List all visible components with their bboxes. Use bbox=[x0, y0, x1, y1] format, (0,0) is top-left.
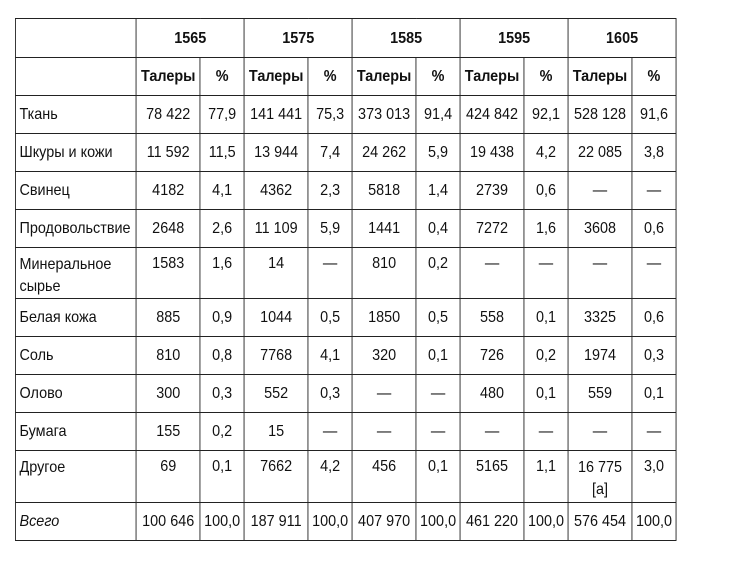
percent-cell: 0,5 bbox=[416, 299, 460, 337]
percent-cell: 7,4 bbox=[308, 134, 352, 172]
row-label: Белая кожа bbox=[15, 299, 136, 337]
talers-cell: 810 bbox=[136, 337, 200, 375]
table-row bbox=[15, 337, 676, 375]
header-corner-lower bbox=[15, 58, 136, 96]
percent-cell: 0,2 bbox=[524, 337, 568, 375]
percent-cell: 0,2 bbox=[200, 413, 244, 451]
year-header: 1605 bbox=[568, 19, 676, 58]
talers-cell bbox=[568, 451, 632, 503]
talers-cell: 480 bbox=[460, 375, 524, 413]
talers-cell: 320 bbox=[352, 337, 416, 375]
percent-cell: 5,9 bbox=[416, 134, 460, 172]
percent-cell: 91,4 bbox=[416, 96, 460, 134]
percent-cell: 3,0 bbox=[632, 451, 676, 503]
talers-cell: 552 bbox=[244, 375, 308, 413]
talers-cell: 810 bbox=[352, 248, 416, 299]
percent-cell: 0,1 bbox=[524, 299, 568, 337]
header-corner bbox=[15, 19, 136, 58]
talers-cell: 1850 bbox=[352, 299, 416, 337]
footnote-mark: [a] bbox=[591, 481, 608, 498]
talers-cell: 1441 bbox=[352, 210, 416, 248]
year-header: 1565 bbox=[136, 19, 244, 58]
table-row bbox=[15, 413, 676, 451]
talers-cell: 24 262 bbox=[352, 134, 416, 172]
percent-cell: 0,3 bbox=[632, 337, 676, 375]
percent-cell: — bbox=[632, 413, 676, 451]
talers-cell: 3325 bbox=[568, 299, 632, 337]
percent-cell: — bbox=[632, 172, 676, 210]
talers-cell: 22 085 bbox=[568, 134, 632, 172]
percent-cell: 1,6 bbox=[200, 248, 244, 299]
percent-cell: 0,4 bbox=[416, 210, 460, 248]
percent-cell: 11,5 bbox=[200, 134, 244, 172]
percent-cell: 2,3 bbox=[308, 172, 352, 210]
talers-cell: 4182 bbox=[136, 172, 200, 210]
talers-cell: — bbox=[460, 413, 524, 451]
talers-cell: — bbox=[568, 248, 632, 299]
percent-cell: 0,3 bbox=[200, 375, 244, 413]
talers-cell: 13 944 bbox=[244, 134, 308, 172]
percent-cell: 0,3 bbox=[308, 375, 352, 413]
percent-cell: 0,1 bbox=[416, 337, 460, 375]
percent-cell: 4,2 bbox=[524, 134, 568, 172]
row-label: Другое bbox=[15, 451, 136, 503]
row-label: Шкуры и кожи bbox=[15, 134, 136, 172]
talers-cell: 3608 bbox=[568, 210, 632, 248]
header-row-years bbox=[15, 19, 676, 58]
talers-cell: 528 128 bbox=[568, 96, 632, 134]
percent-cell: 0,6 bbox=[632, 210, 676, 248]
total-talers-cell: 576 454 bbox=[568, 503, 632, 541]
talers-cell: — bbox=[568, 413, 632, 451]
total-talers-cell: 407 970 bbox=[352, 503, 416, 541]
unit-header-talers: Талеры bbox=[352, 58, 416, 96]
row-label: Ткань bbox=[15, 96, 136, 134]
talers-cell: 7662 bbox=[244, 451, 308, 503]
talers-cell: — bbox=[460, 248, 524, 299]
talers-cell: 69 bbox=[136, 451, 200, 503]
total-percent-cell: 100,0 bbox=[416, 503, 460, 541]
percent-cell: 3,8 bbox=[632, 134, 676, 172]
talers-cell: 1974 bbox=[568, 337, 632, 375]
table-row bbox=[15, 96, 676, 134]
percent-cell: 5,9 bbox=[308, 210, 352, 248]
talers-cell: 2648 bbox=[136, 210, 200, 248]
talers-value: 16 775 bbox=[577, 459, 622, 476]
talers-cell: 155 bbox=[136, 413, 200, 451]
row-label: Свинец bbox=[15, 172, 136, 210]
talers-cell: — bbox=[568, 172, 632, 210]
unit-header-talers: Талеры bbox=[136, 58, 200, 96]
total-percent-cell: 100,0 bbox=[524, 503, 568, 541]
talers-cell: 558 bbox=[460, 299, 524, 337]
talers-cell: 7272 bbox=[460, 210, 524, 248]
percent-cell: 4,1 bbox=[200, 172, 244, 210]
table-row bbox=[15, 375, 676, 413]
percent-cell: — bbox=[524, 248, 568, 299]
percent-cell: — bbox=[416, 413, 460, 451]
talers-cell: 559 bbox=[568, 375, 632, 413]
talers-cell: — bbox=[352, 375, 416, 413]
percent-cell: 92,1 bbox=[524, 96, 568, 134]
talers-cell: 7768 bbox=[244, 337, 308, 375]
table-row bbox=[15, 210, 676, 248]
unit-header-talers: Талеры bbox=[244, 58, 308, 96]
talers-cell: 141 441 bbox=[244, 96, 308, 134]
unit-header-percent: % bbox=[200, 58, 244, 96]
talers-cell: 300 bbox=[136, 375, 200, 413]
total-row bbox=[15, 503, 676, 541]
percent-cell: — bbox=[416, 375, 460, 413]
table-row bbox=[15, 451, 676, 503]
total-label: Всего bbox=[15, 503, 136, 541]
percent-cell: 0,1 bbox=[524, 375, 568, 413]
talers-cell: 2739 bbox=[460, 172, 524, 210]
percent-cell: 0,2 bbox=[416, 248, 460, 299]
percent-cell: 0,8 bbox=[200, 337, 244, 375]
percent-cell: 0,1 bbox=[632, 375, 676, 413]
talers-cell: 424 842 bbox=[460, 96, 524, 134]
row-label: Бумага bbox=[15, 413, 136, 451]
total-talers-cell: 461 220 bbox=[460, 503, 524, 541]
total-percent-cell: 100,0 bbox=[308, 503, 352, 541]
talers-cell: 726 bbox=[460, 337, 524, 375]
percent-cell: — bbox=[632, 248, 676, 299]
percent-cell: — bbox=[308, 413, 352, 451]
talers-cell: 885 bbox=[136, 299, 200, 337]
unit-header-percent: % bbox=[632, 58, 676, 96]
talers-cell: 15 bbox=[244, 413, 308, 451]
talers-cell: 5818 bbox=[352, 172, 416, 210]
talers-cell: 1044 bbox=[244, 299, 308, 337]
table-row bbox=[15, 172, 676, 210]
year-header: 1595 bbox=[460, 19, 568, 58]
percent-cell: — bbox=[524, 413, 568, 451]
percent-cell: 1,4 bbox=[416, 172, 460, 210]
year-header: 1585 bbox=[352, 19, 460, 58]
talers-cell: 14 bbox=[244, 248, 308, 299]
percent-cell: 75,3 bbox=[308, 96, 352, 134]
total-percent-cell: 100,0 bbox=[632, 503, 676, 541]
total-percent-cell: 100,0 bbox=[200, 503, 244, 541]
talers-cell: 78 422 bbox=[136, 96, 200, 134]
row-label: Олово bbox=[15, 375, 136, 413]
table-row bbox=[15, 248, 676, 299]
percent-cell: 4,2 bbox=[308, 451, 352, 503]
percent-cell: 77,9 bbox=[200, 96, 244, 134]
trade-table bbox=[15, 18, 677, 541]
talers-cell: 11 592 bbox=[136, 134, 200, 172]
total-talers-cell: 187 911 bbox=[244, 503, 308, 541]
row-label: Минеральное сырье bbox=[15, 248, 136, 299]
talers-cell: 4362 bbox=[244, 172, 308, 210]
percent-cell: 1,6 bbox=[524, 210, 568, 248]
unit-header-percent: % bbox=[308, 58, 352, 96]
year-header: 1575 bbox=[244, 19, 352, 58]
percent-cell: — bbox=[308, 248, 352, 299]
unit-header-percent: % bbox=[524, 58, 568, 96]
table-row bbox=[15, 299, 676, 337]
unit-header-percent: % bbox=[416, 58, 460, 96]
talers-cell: 5165 bbox=[460, 451, 524, 503]
talers-cell: 373 013 bbox=[352, 96, 416, 134]
percent-cell: 0,1 bbox=[200, 451, 244, 503]
talers-cell: 11 109 bbox=[244, 210, 308, 248]
percent-cell: 0,1 bbox=[416, 451, 460, 503]
percent-cell: 1,1 bbox=[524, 451, 568, 503]
talers-cell: 1583 bbox=[136, 248, 200, 299]
unit-header-talers: Талеры bbox=[460, 58, 524, 96]
header-row-units bbox=[15, 58, 676, 96]
talers-cell: 19 438 bbox=[460, 134, 524, 172]
percent-cell: 4,1 bbox=[308, 337, 352, 375]
percent-cell: 2,6 bbox=[200, 210, 244, 248]
row-label: Соль bbox=[15, 337, 136, 375]
table-row bbox=[15, 134, 676, 172]
percent-cell: 0,6 bbox=[632, 299, 676, 337]
talers-cell: — bbox=[352, 413, 416, 451]
row-label: Продовольствие bbox=[15, 210, 136, 248]
talers-cell: 456 bbox=[352, 451, 416, 503]
percent-cell: 0,6 bbox=[524, 172, 568, 210]
total-talers-cell: 100 646 bbox=[136, 503, 200, 541]
percent-cell: 0,5 bbox=[308, 299, 352, 337]
unit-header-talers: Талеры bbox=[568, 58, 632, 96]
percent-cell: 91,6 bbox=[632, 96, 676, 134]
percent-cell: 0,9 bbox=[200, 299, 244, 337]
